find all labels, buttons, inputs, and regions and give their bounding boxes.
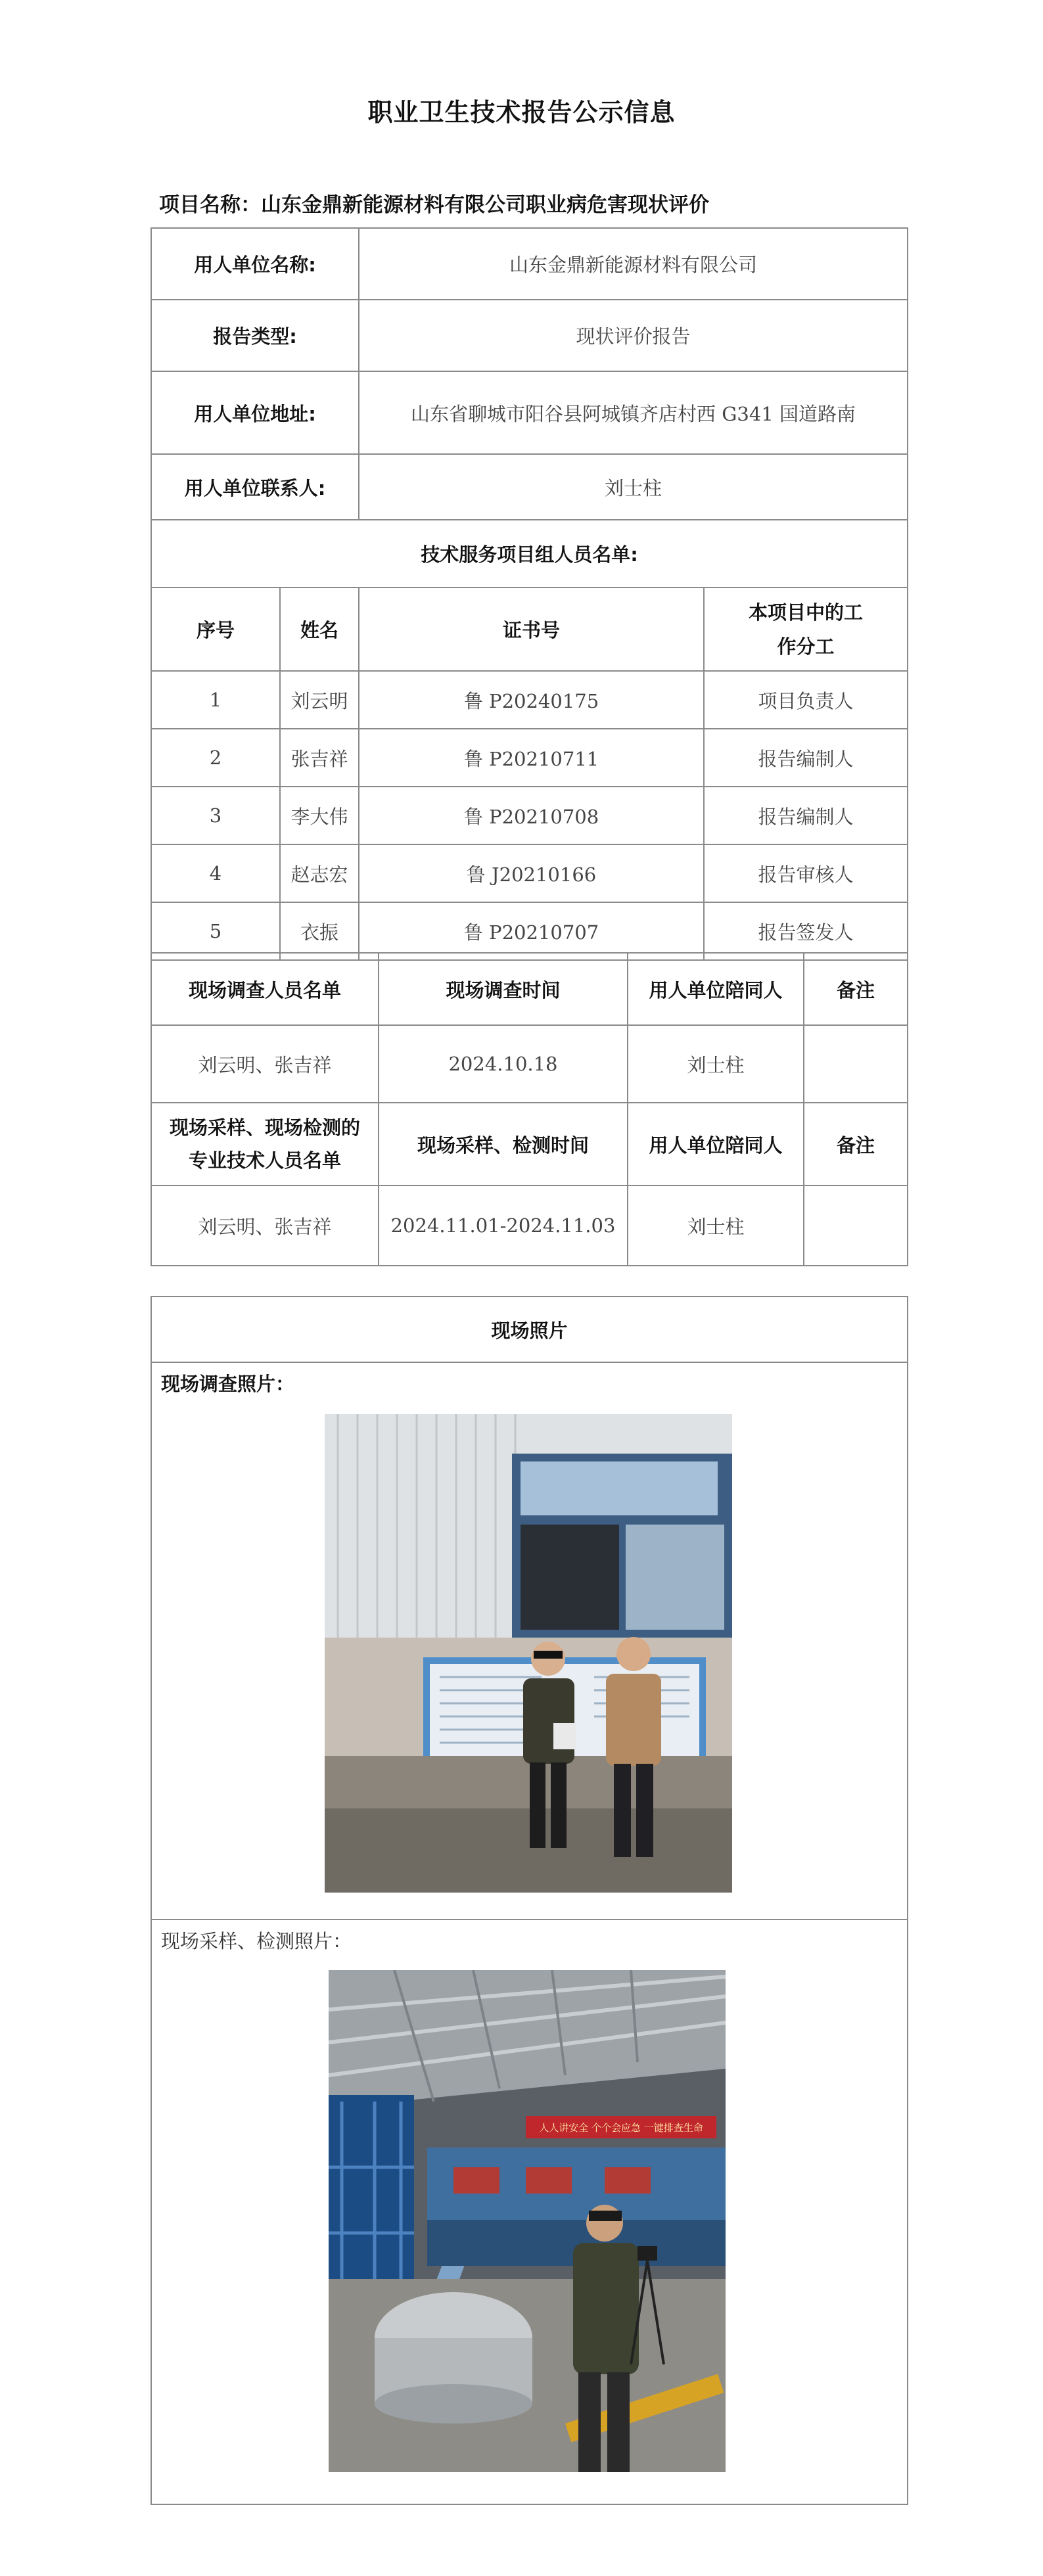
address-value: 山东省聊城市阳谷县阿城镇齐店村西 G341 国道路南: [359, 371, 908, 454]
sampling-companion-header: 用人单位陪同人: [628, 1103, 804, 1185]
sampling-photo: [329, 1970, 726, 2472]
member-cert: 鲁 P20240175: [359, 671, 704, 729]
sampling-remark: [804, 1185, 908, 1266]
sampling-photo-label: 现场采样、检测照片：: [161, 1930, 352, 1952]
report-type-label: 报告类型:: [151, 300, 359, 371]
col-header-cert: 证书号: [359, 587, 704, 671]
member-name: 李大伟: [280, 787, 359, 844]
sampling-header-row: [151, 1103, 908, 1185]
table-row: [151, 454, 908, 520]
survey-photo-label: 现场调查照片：: [161, 1373, 295, 1395]
project-line: [159, 188, 709, 218]
member-role: 报告签发人: [704, 902, 908, 960]
survey-companion-header: 用人单位陪同人: [628, 953, 804, 1025]
photos-heading: 现场照片: [151, 1297, 908, 1362]
table-row: [151, 520, 908, 587]
member-cert: 鲁 P20210708: [359, 787, 704, 844]
member-name: 张吉祥: [280, 729, 359, 787]
survey-time: 2024.10.18: [379, 1025, 628, 1103]
member-cert: 鲁 P20210707: [359, 902, 704, 960]
survey-remark-header: 备注: [804, 953, 908, 1025]
survey-companion: 刘士柱: [628, 1025, 804, 1103]
member-no: 1: [151, 671, 280, 729]
member-role: 报告编制人: [704, 729, 908, 787]
sampling-time-header: 现场采样、检测时间: [379, 1103, 628, 1185]
col-header-no: 序号: [151, 587, 280, 671]
member-name: 赵志宏: [280, 844, 359, 902]
project-label: 项目名称：: [159, 193, 261, 217]
col-header-role: [704, 587, 908, 671]
contact-label: 用人单位联系人:: [151, 454, 359, 520]
table-row: [151, 371, 908, 454]
survey-photo: [325, 1414, 732, 1893]
member-no: 4: [151, 844, 280, 902]
team-heading: 技术服务项目组人员名单:: [151, 520, 908, 587]
survey-remark: [804, 1025, 908, 1103]
sampling-people-header: [151, 1103, 379, 1185]
table-row: [151, 1297, 908, 1362]
member-name: 刘云明: [280, 671, 359, 729]
col-header-role-line1: 本项目中的工: [749, 601, 864, 624]
table-row: [151, 300, 908, 371]
member-name: 衣振: [280, 902, 359, 960]
sampling-time: 2024.11.01-2024.11.03: [379, 1185, 628, 1266]
sampling-people-header-line2: 专业技术人员名单: [188, 1149, 341, 1172]
info-table: [151, 227, 908, 961]
sampling-remark-header: 备注: [804, 1103, 908, 1185]
report-type-value: 现状评价报告: [359, 300, 908, 371]
table-row: [151, 228, 908, 300]
member-cert: 鲁 P20210711: [359, 729, 704, 787]
table-row: [151, 787, 908, 844]
survey-header-row: [151, 953, 908, 1025]
member-role: 报告审核人: [704, 844, 908, 902]
employer-name-label: 用人单位名称:: [151, 228, 359, 300]
contact-value: 刘士柱: [359, 454, 908, 520]
team-header-row: [151, 587, 908, 671]
member-no: 3: [151, 787, 280, 844]
project-name: 山东金鼎新能源材料有限公司职业病危害现状评价: [261, 193, 709, 217]
address-label: 用人单位地址:: [151, 371, 359, 454]
col-header-role-line2: 作分工: [777, 635, 835, 658]
sampling-people-header-line1: 现场采样、现场检测的: [169, 1116, 360, 1139]
member-cert: 鲁 J20210166: [359, 844, 704, 902]
survey-people: 刘云明、张吉祥: [151, 1025, 379, 1103]
sampling-people: 刘云明、张吉祥: [151, 1185, 379, 1266]
page-title: 职业卫生技术报告公示信息: [367, 98, 676, 127]
table-row: [151, 1185, 908, 1266]
survey-people-header: 现场调查人员名单: [151, 953, 379, 1025]
table-row: [151, 729, 908, 787]
table-row: [151, 671, 908, 729]
col-header-name: 姓名: [280, 587, 359, 671]
banner-text: 人人讲安全 个个会应急 一键排查生命: [539, 2122, 703, 2134]
table-row: [151, 844, 908, 902]
member-role: 报告编制人: [704, 787, 908, 844]
member-no: 5: [151, 902, 280, 960]
sampling-companion: 刘士柱: [628, 1185, 804, 1266]
survey-table: [151, 952, 908, 1266]
table-row: [151, 1025, 908, 1103]
survey-time-header: 现场调查时间: [379, 953, 628, 1025]
member-no: 2: [151, 729, 280, 787]
member-role: 项目负责人: [704, 671, 908, 729]
employer-name-value: 山东金鼎新能源材料有限公司: [359, 228, 908, 300]
table-row: [151, 902, 908, 960]
